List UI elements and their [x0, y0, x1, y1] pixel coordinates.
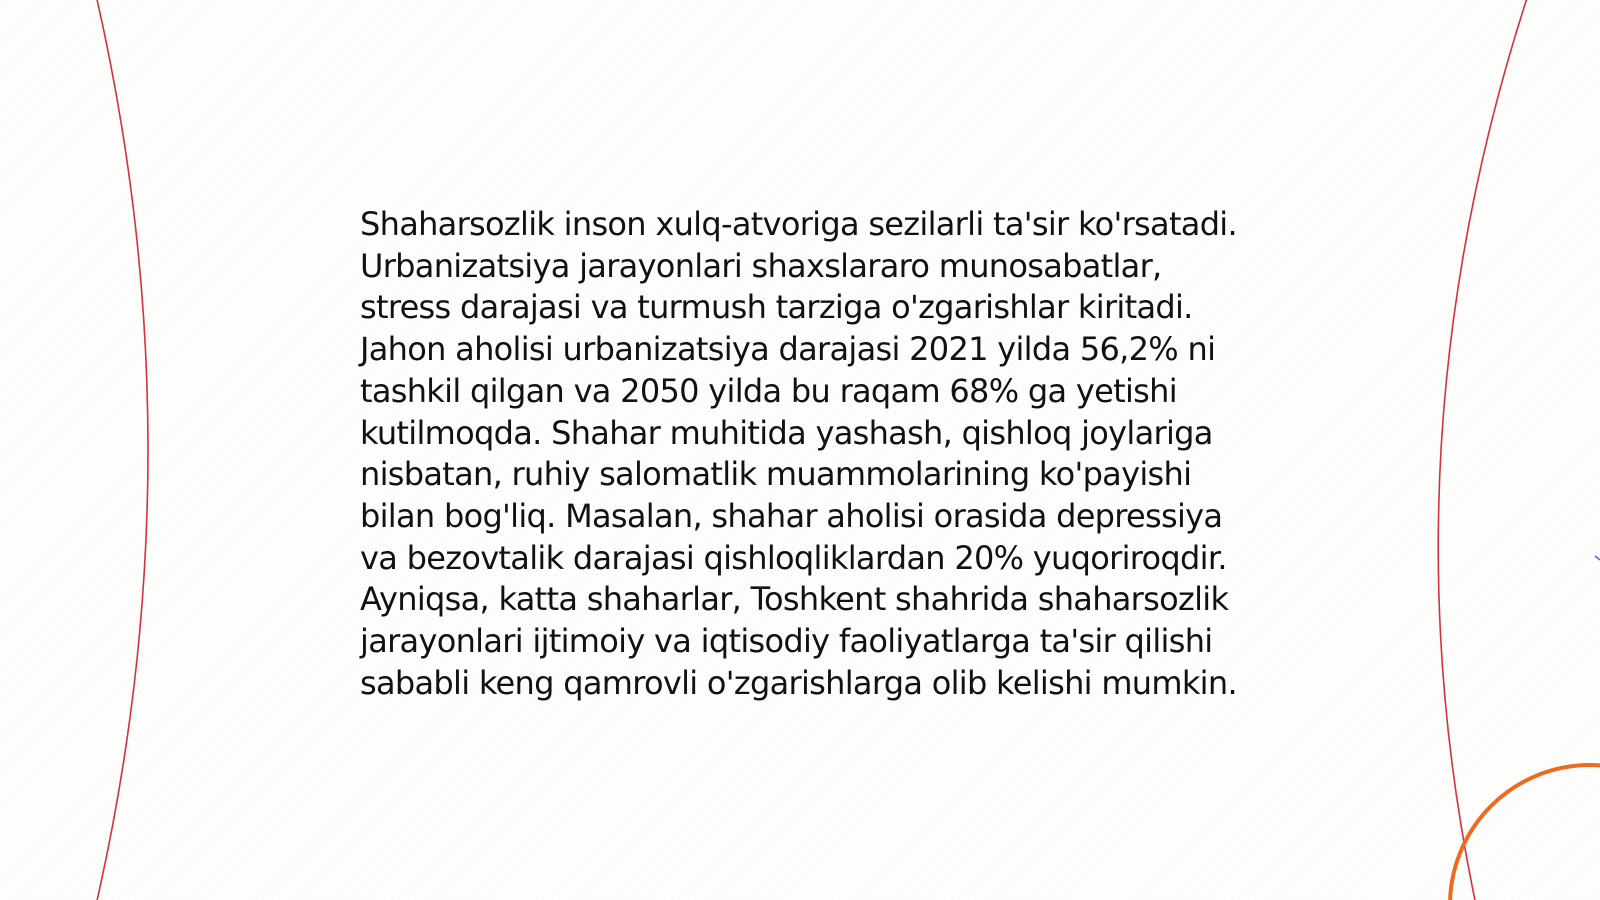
right-curve-line — [1438, 0, 1528, 900]
slide-body-text: Shaharsozlik inson xulq-atvoriga sezilarli ta'sir ko'rsatadi. Urbanizatsiya jarayonlari shaxslararo munosabatlar, stress darajasi va turmush tarziga o'zgarishlar kiritadi. Jahon aholisi urbanizatsiya darajasi 2021 yilda 56,2% ni tashkil qilgan va 2050 yilda bu raqam 68% ga yetishi kutilmoqda. Shahar muhitida yashash, qishloq joylariga nisbatan, ruhiy salomatlik muammolarining ko'payishi bilan bog'liq. Masalan, shahar aholisi orasida depressiya va bezovtalik darajasi qishloqliklardan 20% yuqoriroqdir. Ayniqsa, katta shaharlar, Toshkent shahrida shaharsozlik jarayonlari ijtimoiy va iqtisodiy faoliyatlarga ta'sir qilishi sababli keng qamrovli o'zgarishlarga olib kelishi mumkin. — [360, 205, 1237, 702]
right-edge-tick-mark — [1595, 556, 1600, 560]
left-curve-line — [96, 0, 148, 900]
orange-accent-arc — [1450, 765, 1600, 900]
